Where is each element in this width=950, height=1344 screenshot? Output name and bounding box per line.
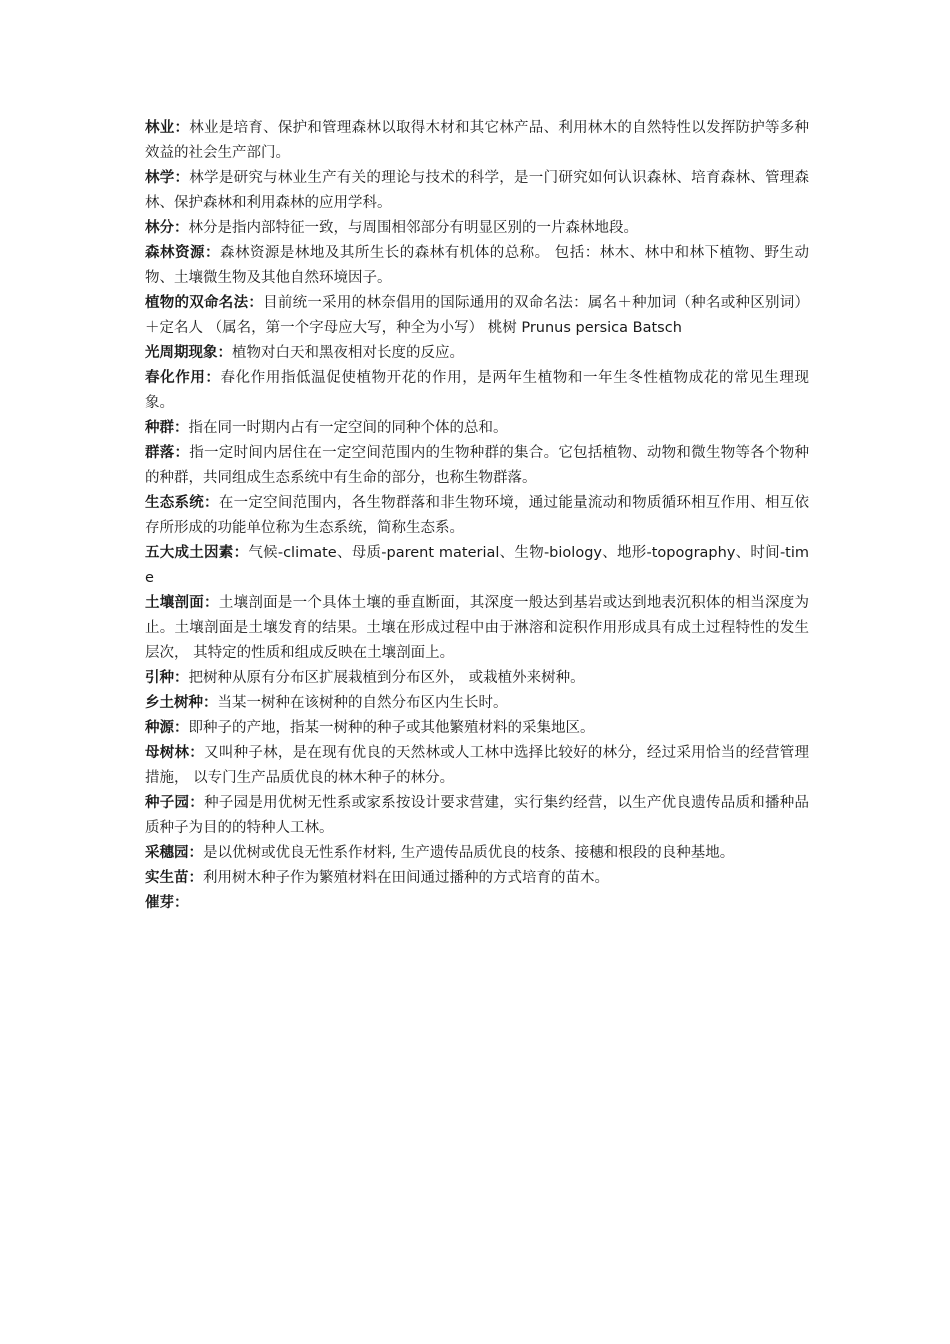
definition-text: 目前统一采用的林奈倡用的国际通用的双命名法：属名＋种加词（种名或种区别词）＋定名人 （属名，第一个字母应大写，种全为小写） 桃树 Prunus persica Batsch bbox=[145, 295, 810, 336]
definition-text: 指在同一时期内占有一定空间的同种个体的总和。 bbox=[188, 420, 508, 436]
term-separator: ： bbox=[203, 695, 218, 711]
definition-text: 指一定时间内居住在一定空间范围内的生物种群的集合。它包括植物、动物和微生物等各个物种的种群，共同组成生态系统中有生命的部分，也称生物群落。 bbox=[145, 445, 810, 486]
definition-entry bbox=[145, 416, 809, 441]
term-label: 母树林 bbox=[145, 745, 190, 761]
definition-text: 在一定空间范围内，各生物群落和非生物环境，通过能量流动和物质循环相互作用、相互依存所形成的功能单位称为生态系统，简称生态系。 bbox=[145, 495, 810, 536]
term-separator: ： bbox=[174, 895, 189, 911]
definition-entry bbox=[145, 441, 809, 491]
definition-entry bbox=[145, 866, 809, 891]
definition-text: 是以优树或优良无性系作材料, 生产遗传品质优良的枝条、接穗和根段的良种基地。 bbox=[203, 845, 735, 861]
term-separator: ： bbox=[174, 445, 190, 461]
term-separator: ： bbox=[174, 720, 189, 736]
definition-text: 当某一树种在该树种的自然分布区内生长时。 bbox=[217, 695, 508, 711]
definition-entry bbox=[145, 716, 809, 741]
definition-entry bbox=[145, 891, 809, 916]
definition-entry bbox=[145, 791, 809, 841]
term-label: 森林资源 bbox=[145, 245, 205, 261]
term-label: 实生苗 bbox=[145, 870, 189, 886]
term-separator: ： bbox=[205, 370, 221, 386]
term-label: 乡土树种 bbox=[145, 695, 203, 711]
definition-entry bbox=[145, 216, 809, 241]
definition-entry bbox=[145, 741, 809, 791]
term-label: 生态系统 bbox=[145, 495, 205, 511]
term-separator: ： bbox=[174, 170, 190, 186]
term-label: 林分 bbox=[145, 220, 174, 236]
term-separator: ： bbox=[174, 120, 190, 136]
definition-text: 森林资源是林地及其所生长的森林有机体的总称。 包括：林木、林中和林下植物、野生动物、土壤微生物及其他自然环境因子。 bbox=[145, 245, 810, 286]
term-separator: ： bbox=[189, 795, 205, 811]
term-label: 种源 bbox=[145, 720, 174, 736]
term-separator: ： bbox=[204, 495, 219, 511]
term-label: 引种 bbox=[145, 670, 174, 686]
term-label: 种子园 bbox=[145, 795, 190, 811]
definition-text: 利用树木种子作为繁殖材料在田间通过播种的方式培育的苗木。 bbox=[203, 870, 609, 886]
definition-entry bbox=[145, 341, 809, 366]
term-label: 林学 bbox=[145, 170, 175, 186]
definition-entry bbox=[145, 666, 809, 691]
definition-text: 林学是研究与林业生产有关的理论与技术的科学，是一门研究如何认识森林、培育森林、管理森林、保护森林和利用森林的应用学科。 bbox=[145, 170, 810, 211]
definition-entry bbox=[145, 841, 809, 866]
term-label: 种群 bbox=[145, 420, 174, 436]
definition-entry bbox=[145, 166, 809, 216]
term-separator: ： bbox=[217, 345, 232, 361]
term-separator: ： bbox=[248, 295, 264, 311]
definition-entry bbox=[145, 366, 809, 416]
definition-text: 土壤剖面是一个具体土壤的垂直断面，其深度一般达到基岩或达到地表沉积体的相当深度为止。土壤剖面是土壤发育的结果。土壤在形成过程中由于淋溶和淀积作用形成具有成土过程特性的发生层次， 其特定的性质和组成反映在土壤剖面上。 bbox=[145, 595, 810, 661]
definition-entry bbox=[145, 691, 809, 716]
definition-text: 气候-climate、母质-parent material、生物-biology、地形-topography、时间-time bbox=[145, 545, 810, 586]
definition-text: 植物对白天和黑夜相对长度的反应。 bbox=[232, 345, 464, 361]
term-label: 采穗园 bbox=[145, 845, 189, 861]
term-label: 林业 bbox=[145, 120, 175, 136]
definition-text: 即种子的产地，指某一树种的种子或其他繁殖材料的采集地区。 bbox=[188, 720, 595, 736]
term-label: 群落 bbox=[145, 445, 175, 461]
definition-entry bbox=[145, 241, 809, 291]
term-label: 光周期现象 bbox=[145, 345, 218, 361]
term-label: 春化作用 bbox=[145, 370, 206, 386]
definition-entry bbox=[145, 291, 809, 341]
term-separator: ： bbox=[204, 595, 219, 611]
definition-entry bbox=[145, 491, 809, 541]
definition-entry bbox=[145, 116, 809, 166]
term-separator: ： bbox=[189, 745, 205, 761]
definition-text: 种子园是用优树无性系或家系按设计要求营建，实行集约经营，以生产优良遗传品质和播种品质种子为目的的特种人工林。 bbox=[145, 795, 810, 836]
definition-text: 林业是培育、保护和管理森林以取得木材和其它林产品、利用林木的自然特性以发挥防护等多种效益的社会生产部门。 bbox=[145, 120, 810, 161]
term-label: 五大成土因素 bbox=[145, 545, 234, 561]
definition-entry bbox=[145, 541, 809, 591]
definition-text: 又叫种子林，是在现有优良的天然林或人工林中选择比较好的林分，经过采用恰当的经营管理措施， 以专门生产品质优良的林木种子的林分。 bbox=[145, 745, 810, 786]
definition-text: 春化作用指低温促使植物开花的作用，是两年生植物和一年生冬性植物成花的常见生理现象。 bbox=[145, 370, 810, 411]
term-separator: ： bbox=[174, 670, 189, 686]
term-separator: ： bbox=[174, 420, 189, 436]
term-separator: ： bbox=[188, 845, 203, 861]
term-label: 催芽 bbox=[145, 895, 174, 911]
term-label: 土壤剖面 bbox=[145, 595, 205, 611]
definition-text: 林分是指内部特征一致，与周围相邻部分有明显区别的一片森林地段。 bbox=[188, 220, 638, 236]
definition-text: 把树种从原有分布区扩展栽植到分布区外， 或栽植外来树种。 bbox=[188, 670, 585, 686]
term-separator: ： bbox=[188, 870, 203, 886]
term-separator: ： bbox=[204, 245, 220, 261]
document-body bbox=[145, 116, 809, 916]
term-separator: ： bbox=[174, 220, 189, 236]
definition-entry bbox=[145, 591, 809, 666]
term-separator: ： bbox=[233, 545, 249, 561]
term-label: 植物的双命名法 bbox=[145, 295, 249, 311]
